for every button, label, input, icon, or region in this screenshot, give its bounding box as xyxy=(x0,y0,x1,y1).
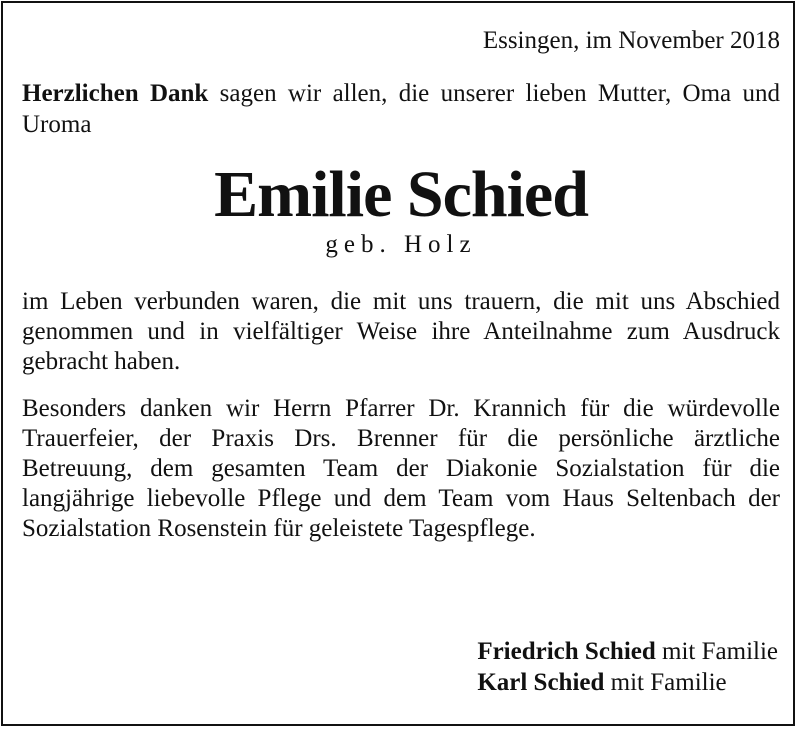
notice-content xyxy=(22,26,780,544)
signature-line xyxy=(477,636,778,667)
signature-suffix: mit Familie xyxy=(604,669,727,696)
signature-name: Karl Schied xyxy=(477,669,605,696)
signatures xyxy=(477,636,778,698)
thanks-paragraph-2: Besonders danken wir Herrn Pfarrer Dr. Krannich für die würdevolle Trauerfeier, der Praxis Drs. Brenner für die persönliche ärztliche Betreuung, dem gesamten Team der Diakonie Sozialstation für die langjährige liebevolle Pflege und dem Team vom Haus Seltenbach der Sozialstation Rosenstein für geleistete Tagespflege. xyxy=(22,395,780,542)
intro-rest: sagen wir allen, die unserer lieben Mutter, Oma und Uroma xyxy=(22,80,780,138)
deceased-name: Emilie Schied xyxy=(214,158,588,231)
signature-line xyxy=(477,667,778,698)
thanks-paragraph-1: im Leben verbunden waren, die mit uns trauern, die mit uns Abschied genommen und in vielfältiger Weise ihre Anteilnahme zum Ausdruck gebracht haben. xyxy=(22,288,780,375)
place-date: Essingen, im November 2018 xyxy=(482,27,780,54)
signature-name: Friedrich Schied xyxy=(477,638,656,665)
signature-suffix: mit Familie xyxy=(655,638,778,665)
intro-bold-lead: Herzlichen Dank xyxy=(22,80,209,107)
maiden-name: geb. Holz xyxy=(325,231,477,258)
intro-text xyxy=(22,78,780,140)
